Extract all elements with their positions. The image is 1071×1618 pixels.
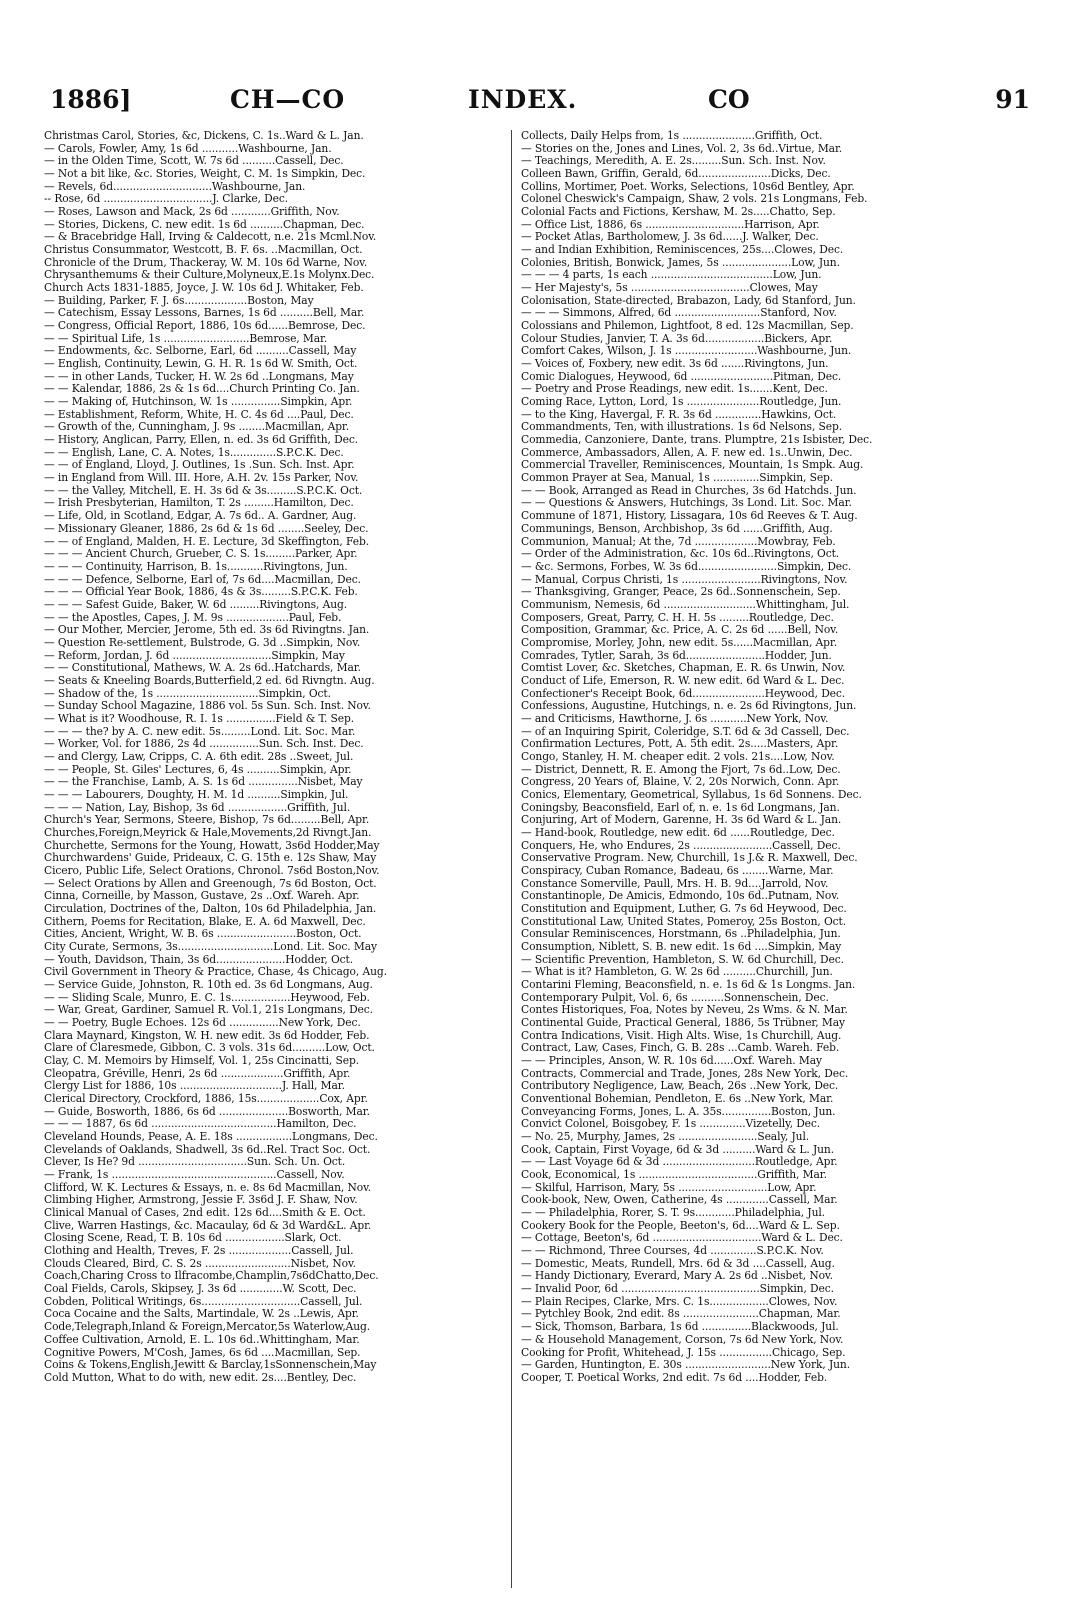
index-entry: Conics, Elementary, Geometrical, Syllabus, 1s 6d Sonnens. Dec. [521,788,862,801]
index-entry: Conventional Bohemian, Pendleton, E. 6s ..New York, Mar. [521,1093,834,1106]
index-entry: — Carols, Fowler, Amy, 1s 6d ...........Washbourne, Jan. [44,142,332,155]
index-entry: — Life, Old, in Scotland, Edgar, A. 7s 6d.. A. Gardner, Aug. [44,510,357,523]
index-entry: Cities, Ancient, Wright, W. B. 6s ........................Boston, Oct. [44,928,362,941]
index-entry: Contarini Fleming, Beaconsfield, n. e. 1s 6d & 1s Longms. Jan. [521,979,856,992]
index-entry: — Pytchley Book, 2nd edit. 8s .......................Chapman, Mar. [521,1308,841,1321]
index-entry: — War, Great, Gardiner, Samuel R. Vol.1, 21s Longmans, Dec. [44,1004,373,1017]
index-entry: — — — 4 parts, 1s each .....................................Low, Jun. [521,269,822,282]
index-entry: — Order of the Administration, &c. 10s 6d..Rivingtons, Oct. [521,548,840,561]
index-entry: — — Book, Arranged as Read in Churches, 3s 6d Hatchds. Jun. [521,484,857,497]
index-entry: — — Poetry, Bugle Echoes. 12s 6d ...............New York, Dec. [44,1017,361,1030]
index-entry: — — Spiritual Life, 1s ..........................Bemrose, Mar. [44,332,328,345]
index-entry: — — Constitutional, Mathews, W. A. 2s 6d..Hatchards, Mar. [44,662,361,675]
index-entry: Congress, 20 Years of, Blaine, V. 2, 20s Norwich, Conn. Apr. [521,776,840,789]
index-entry: — Our Mother, Mercier, Jerome, 5th ed. 3s 6d Rivingtns. Jan. [44,624,370,637]
index-entry: Clay, C. M. Memoirs by Himself, Vol. 1, 25s Cincinatti, Sep. [44,1055,359,1068]
index-entry: — Sunday School Magazine, 1886 vol. 5s Sun. Sch. Inst. Nov. [44,700,371,713]
column-divider [511,130,512,1588]
index-entry: Coins & Tokens,English,Jewitt & Barclay,1sSonnenschein,May [44,1359,377,1372]
index-entry: -- Rose, 6d .................................J. Clarke, Dec. [44,193,289,206]
index-entry: — Office List, 1886, 6s ..............................Harrison, Apr. [521,218,820,231]
index-entry: Clara Maynard, Kingston, W. H. new edit. 3s 6d Hodder, Feb. [44,1029,370,1042]
index-entry: — Building, Parker, F. J. 6s...................Boston, May [44,294,314,307]
index-entry: — & Household Management, Corson, 7s 6d New York, Nov. [521,1333,844,1346]
index-entry: Contract, Law, Cases, Finch, G. B. 28s ...Camb. Wareh. Feb. [521,1042,840,1055]
index-entry: Compromise, Morley, John, new edit. 5s......Macmillan, Apr. [521,636,838,649]
header-section: CO [708,85,750,114]
index-entry: Coach,Charing Cross to Ilfracombe,Champlin,7s6dChatto,Dec. [44,1270,379,1283]
index-entry: — — Kalendar, 1886, 2s & 1s 6d....Church Printing Co. Jan. [44,383,360,396]
index-entry: Conquers, He, who Endures, 2s ........................Cassell, Dec. [521,839,841,852]
index-entry: Comic Dialogues, Heywood, 6d .........................Pitman, Dec. [521,370,842,383]
index-entry: — Manual, Corpus Christi, 1s ........................Rivingtons, Nov. [521,573,848,586]
index-entry: Conduct of Life, Emerson, R. W. new edit. 6d Ward & L. Dec. [521,674,845,687]
index-entry: Contemporary Pulpit, Vol. 6, 6s ..........Sonnenschein, Dec. [521,991,829,1004]
index-entry: Colonel Cheswick's Campaign, Shaw, 2 vols. 21s Longmans, Feb. [521,193,868,206]
index-entry: — Stories on the, Jones and Lines, Vol. 2, 3s 6d..Virtue, Mar. [521,142,843,155]
index-entry: Cookery Book for the People, Beeton's, 6d....Ward & L. Sep. [521,1219,840,1232]
index-entry: — What is it? Woodhouse, R. I. 1s ...............Field & T. Sep. [44,712,354,725]
index-entry: Continental Guide, Practical General, 1886, 5s Trübner, May [521,1017,845,1030]
index-entry: Contributory Negligence, Law, Beach, 26s ..New York, Dec. [521,1080,839,1093]
index-entry: — Invalid Poor, 6d ..........................................Simpkin, Dec. [521,1283,834,1296]
index-entry: Collects, Daily Helps from, 1s ......................Griffith, Oct. [521,130,823,142]
index-entry: — No. 25, Murphy, James, 2s ........................Sealy, Jul. [521,1131,810,1144]
index-entry: — What is it? Hambleton, G. W. 2s 6d ..........Churchill, Jun. [521,966,833,979]
index-entry: Circulation, Doctrines of the, Dalton, 10s 6d Philadelphia, Jan. [44,902,377,915]
index-entry: — to the King, Havergal, F. R. 3s 6d ..............Hawkins, Oct. [521,408,837,421]
index-entry: — Irish Presbyterian, Hamilton, T. 2s .........Hamilton, Dec. [44,497,354,510]
index-entry: Consumption, Niblett, S. B. new edit. 1s 6d ....Simpkin, May [521,941,842,953]
index-entry: Cithern, Poems for Recitation, Blake, E. A. 6d Maxwell, Dec. [44,915,366,928]
index-entry: — Endowments, &c. Selborne, Earl, 6d ..........Cassell, May [44,345,357,358]
index-entry: Colonisation, State-directed, Brabazon, Lady, 6d Stanford, Jun. [521,294,856,307]
index-entry: Cognitive Powers, M'Cosh, James, 6s 6d ....Macmillan, Sep. [44,1346,361,1359]
index-entry: — — Philadelphia, Rorer, S. T. 9s............Philadelphia, Jul. [521,1207,825,1220]
index-entry: Clinical Manual of Cases, 2nd edit. 12s 6d....Smith & E. Oct. [44,1207,366,1220]
index-entry: — Service Guide, Johnston, R. 10th ed. 3s 6d Longmans, Aug. [44,979,373,992]
index-entry: — Seats & Kneeling Boards,Butterfield,2 ed. 6d Rivngtn. Aug. [44,674,375,687]
index-entry: Clifford, W. K. Lectures & Essays, n. e. 8s 6d Macmillan, Nov. [44,1181,372,1194]
index-entry: — Roses, Lawson and Mack, 2s 6d ............Griffith, Nov. [44,206,340,219]
index-entry: Church Acts 1831-1885, Joyce, J. W. 10s 6d J. Whitaker, Feb. [44,282,364,295]
index-entry: — — of England, Malden, H. E. Lecture, 3d Skeffington, Feb. [44,535,370,548]
index-entry: Civil Government in Theory & Practice, Chase, 4s Chicago, Aug. [44,966,387,979]
index-entry: Cold Mutton, What to do with, new edit. 2s....Bentley, Dec. [44,1371,357,1384]
index-entry: — Handy Dictionary, Everard, Mary A. 2s 6d ..Nisbet, Nov. [521,1270,833,1283]
index-entry: — Youth, Davidson, Thain, 3s 6d.....................Hodder, Oct. [44,953,354,966]
index-entry: Code,Telegraph,Inland & Foreign,Mercator,5s Waterlow,Aug. [44,1321,371,1334]
index-entry: Conservative Program. New, Churchill, 1s J.& R. Maxwell, Dec. [521,852,858,865]
index-entry: — Her Majesty's, 5s ....................................Clowes, May [521,282,818,295]
index-entry: — Guide, Bosworth, 1886, 6s 6d .....................Bosworth, Mar. [44,1105,370,1118]
index-entry: Clothing and Health, Treves, F. 2s ...................Cassell, Jul. [44,1245,354,1258]
index-entry: Colonies, British, Bonwick, James, 5s .....................Low, Jun. [521,256,840,269]
index-entry: Constance Somerville, Paull, Mrs. H. B. 9d....Jarrold, Nov. [521,877,829,890]
index-entry: — — the Apostles, Capes, J. M. 9s ...................Paul, Feb. [44,611,342,624]
index-entry: Coca Cocaine and the Salts, Martindale, W. 2s ..Lewis, Apr. [44,1308,359,1321]
index-entry: Clerical Directory, Crockford, 1886, 15s...................Cox, Apr. [44,1093,368,1106]
index-entry: Constitution and Equipment, Luther, G. 7s 6d Heywood, Dec. [521,902,847,915]
index-entry: Common Prayer at Sea, Manual, 1s ..............Simpkin, Sep. [521,472,834,485]
index-entry: Contracts, Commercial and Trade, Jones, 28s New York, Dec. [521,1067,849,1080]
index-entry: Christus Consummator, Westcott, B. F. 6s. ..Macmillan, Oct. [44,244,363,257]
index-entry: — Sick, Thomson, Barbara, 1s 6d ...............Blackwoods, Jul. [521,1321,839,1334]
header-year: 1886] [50,85,132,114]
index-entry: Clever, Is He? 9d .................................Sun. Sch. Un. Oct. [44,1156,346,1169]
index-entry: Clergy List for 1886, 10s ...............................J. Hall, Mar. [44,1080,345,1093]
index-entry: — — — Continuity, Harrison, B. 1s...........Rivingtons, Jun. [44,560,348,573]
index-entry: Churchwardens' Guide, Prideaux, C. G. 15th e. 12s Shaw, May [44,852,377,865]
index-entry: Chrysanthemums & their Culture,Molyneux,E.1s Molynx.Dec. [44,269,375,282]
index-entry: — and Indian Exhibition, Reminiscences, 25s....Clowes, Dec. [521,244,844,257]
index-entry: Communism, Nemesis, 6d ............................Whittingham, Jul. [521,598,850,611]
index-entry: Cinna, Corneille, by Masson, Gustave, 2s ..Oxf. Wareh. Apr. [44,890,360,903]
index-entry: Cook, Economical, 1s ....................................Griffith, Mar. [521,1169,827,1182]
index-entry: — Poetry and Prose Readings, new edit. 1s.......Kent, Dec. [521,383,828,396]
index-entry: — Frank, 1s ..................................................Cassell, Nov. [44,1169,345,1182]
index-entry: Climbing Higher, Armstrong, Jessie F. 3s6d J. F. Shaw, Nov. [44,1194,358,1207]
index-entry: Coal Fields, Carols, Skipsey, J. 3s 6d .............W. Scott, Dec. [44,1283,357,1296]
index-entry: — Domestic, Meats, Rundell, Mrs. 6d & 3d ....Cassell, Aug. [521,1257,835,1270]
index-entry: — District, Dennett, R. E. Among the Fjort, 7s 6d..Low, Dec. [521,763,841,776]
index-entry: Cleopatra, Gréville, Henri, 2s 6d ...................Griffith, Apr. [44,1067,351,1080]
index-entry: — Not a bit like, &c. Stories, Weight, C. M. 1s Simpkin, Dec. [44,168,366,181]
index-entry: — Select Orations by Allen and Greenough, 7s 6d Boston, Oct. [44,877,377,890]
index-entry: — Establishment, Reform, White, H. C. 4s 6d ....Paul, Dec. [44,408,354,421]
index-entry: Clevelands of Oaklands, Shadwell, 3s 6d..Rel. Tract Soc. Oct. [44,1143,371,1156]
index-entry: Cicero, Public Life, Select Orations, Chronol. 7s6d Boston,Nov. [44,864,380,877]
index-entry: Colossians and Philemon, Lightfoot, 8 ed. 12s Macmillan, Sep. [521,320,854,333]
index-entry: Composers, Great, Parry, C. H. H. 5s .........Routledge, Dec. [521,611,834,624]
index-entry: — — — Nation, Lay, Bishop, 3s 6d ..................Griffith, Jul. [44,801,351,814]
index-entry: Commercial Traveller, Reminiscences, Mountain, 1s Smpk. Aug. [521,459,864,472]
index-entry: — — Making of, Hutchinson, W. 1s ...............Simpkin, Apr. [44,396,353,409]
index-entry: — — — Ancient Church, Grueber, C. S. 1s.........Parker, Apr. [44,548,358,561]
index-entry: — — of England, Lloyd, J. Outlines, 1s .Sun. Sch. Inst. Apr. [44,459,355,472]
index-entry: Comfort Cakes, Wilson, J. 1s .........................Washbourne, Jun. [521,345,852,358]
index-entry: — of an Inquiring Spirit, Coleridge, S.T. 6d & 3d Cassell, Dec. [521,725,850,738]
index-entry: Cook-book, New, Owen, Catherine, 4s .............Cassell, Mar. [521,1194,838,1207]
index-entry: — Scientific Prevention, Hambleton, S. W. 6d Churchill, Dec. [521,953,844,966]
index-entry: Congo, Stanley, H. M. cheaper edit. 2 vols. 21s....Low, Nov. [521,750,835,763]
index-entry: Clouds Cleared, Bird, C. S. 2s ..........................Nisbet, Nov. [44,1257,356,1270]
index-entry: — History, Anglican, Parry, Ellen, n. ed. 3s 6d Griffith, Dec. [44,434,359,447]
index-entry: Christmas Carol, Stories, &c, Dickens, C. 1s..Ward & L. Jan. [44,130,364,142]
index-entry: Churches,Foreign,Meyrick & Hale,Movements,2d Rivngt.Jan. [44,826,372,839]
left-column [44,130,514,1385]
index-entry: Colonial Facts and Fictions, Kershaw, M. 2s.....Chatto, Sep. [521,206,836,219]
index-entry: Commandments, Ten, with illustrations. 1s 6d Nelsons, Sep. [521,421,843,434]
index-entry: Chronicle of the Drum, Thackeray, W. M. 10s 6d Warne, Nov. [44,256,368,269]
index-entry: — — Questions & Answers, Hutchings, 3s Lond. Lit. Soc. Mar. [521,497,852,510]
index-entry: — — the Franchise, Lamb, A. S. 1s 6d ...............Nisbet, May [44,776,363,789]
index-entry: Cleveland Hounds, Pease, A. E. 18s .................Longmans, Dec. [44,1131,378,1144]
index-entry: — and Criticisms, Hawthorne, J. 6s ...........New York, Nov. [521,712,829,725]
index-entry: Coming Race, Lytton, Lord, 1s ......................Routledge, Jun. [521,396,842,409]
index-entry: — in the Olden Time, Scott, W. 7s 6d ..........Cassell, Dec. [44,155,344,168]
index-entry: Clare of Claresmede, Gibbon, C. 3 vols. 31s 6d..........Low, Oct. [44,1042,375,1055]
index-entry: Constantinople, De Amicis, Edmondo, 10s 6d..Putnam, Nov. [521,890,840,903]
index-entry: — Plain Recipes, Clarke, Mrs. C. 1s..................Clowes, Nov. [521,1295,838,1308]
index-entry: — Voices of, Foxbery, new edit. 3s 6d .......Rivingtons, Jun. [521,358,829,371]
index-entry: — Hand-book, Routledge, new edit. 6d ......Routledge, Dec. [521,826,835,839]
index-entry: Conveyancing Forms, Jones, L. A. 35s...............Boston, Jun. [521,1105,836,1118]
index-entry: — Garden, Huntington, E. 30s ..........................New York, Jun. [521,1359,850,1372]
index-entry: — Catechism, Essay Lessons, Barnes, 1s 6d ..........Bell, Mar. [44,307,365,320]
index-entry: — Question Re-settlement, Bulstrode, G. 3d ..Simpkin, Nov. [44,636,361,649]
index-entry: — Pocket Atlas, Bartholomew, J. 3s 6d......J. Walker, Dec. [521,231,819,244]
index-entry: — — English, Lane, C. A. Notes, 1s..............S.P.C.K. Dec. [44,446,344,459]
index-entry: — — — 1887, 6s 6d ......................................Hamilton, Dec. [44,1118,357,1131]
index-entry: Consular Reminiscences, Horstmann, 6s ..Philadelphia, Jun. [521,928,841,941]
index-entry: Confessions, Augustine, Hutchings, n. e. 2s 6d Rivingtons, Jun. [521,700,857,713]
page-number: 91 [995,85,1030,114]
index-entry: — in England from Will. III. Hore, A.H. 2v. 15s Parker, Nov. [44,472,359,485]
index-entry: Convict Colonel, Boisgobey, F. 1s ..............Vizetelly, Dec. [521,1118,821,1131]
index-entry: — — — Defence, Selborne, Earl of, 7s 6d....Macmillan, Dec. [44,573,361,586]
index-entry: — — — Simmons, Alfred, 6d ..........................Stanford, Nov. [521,307,837,320]
index-entry: — — People, St. Giles' Lectures, 6, 4s ..........Simpkin, Apr. [44,763,352,776]
index-entry: — — — Safest Guide, Baker, W. 6d .........Rivingtons, Aug. [44,598,348,611]
index-entry: Coningsby, Beaconsfield, Earl of, n. e. 1s 6d Longmans, Jan. [521,801,840,814]
index-entry: Cobden, Political Writings, 6s..............................Cassell, Jul. [44,1295,363,1308]
index-entry: — & Bracebridge Hall, Irving & Caldecott, n.e. 21s Mcml.Nov. [44,231,377,244]
index-entry: — English, Continuity, Lewin, G. H. R. 1s 6d W. Smith, Oct. [44,358,358,371]
index-entry: Composition, Grammar, &c. Price, A. C. 2s 6d ......Bell, Nov. [521,624,839,637]
index-entry: — and Clergy, Law, Cripps, C. A. 6th edit. 28s ..Sweet, Jul. [44,750,354,763]
index-entry: Colour Studies, Janvier, T. A. 3s 6d..................Bickers, Apr. [521,332,833,345]
index-entry: — Growth of the, Cunningham, J. 9s ........Macmillan, Apr. [44,421,350,434]
index-entry: Commune of 1871, History, Lissagara, 10s 6d Reeves & T. Aug. [521,510,858,523]
index-entry: Conjuring, Art of Modern, Garenne, H. 3s 6d Ward & L. Jan. [521,814,842,827]
index-entry: Commedia, Canzoniere, Dante, trans. Plumptre, 21s Isbister, Dec. [521,434,873,447]
index-entry: Cooking for Profit, Whitehead, J. 15s ................Chicago, Sep. [521,1346,846,1359]
index-entry: — Teachings, Meredith, A. E. 2s.........Sun. Sch. Inst. Nov. [521,155,826,168]
index-entry: — Thanksgiving, Granger, Peace, 2s 6d..Sonnenschein, Sep. [521,586,841,599]
index-entry: Confirmation Lectures, Pott, A. 5th edit. 2s.....Masters, Apr. [521,738,839,751]
index-entry: — Skilful, Harrison, Mary, 5s ...........................Low, Apr. [521,1181,817,1194]
index-entry: Comtist Lover, &c. Sketches, Chapman, E. R. 6s Unwin, Nov. [521,662,846,675]
index-entry: Cook, Captain, First Voyage, 6d & 3d ..........Ward & L. Jun. [521,1143,835,1156]
index-entry: — Revels, 6d..............................Washbourne, Jan. [44,180,306,193]
index-entry: Commerce, Ambassadors, Allen, A. F. new ed. 1s..Unwin, Dec. [521,446,853,459]
index-entry: — — in other Lands, Tucker, H. W. 2s 6d ..Longmans, May [44,370,354,383]
header-range: CH—CO [230,85,346,114]
index-entry: Colleen Bawn, Griffin, Gerald, 6d......................Dicks, Dec. [521,168,831,181]
index-entry: — Missionary Gleaner, 1886, 2s 6d & 1s 6d ........Seeley, Dec. [44,522,369,535]
index-entry: — — Principles, Anson, W. R. 10s 6d......Oxf. Wareh. May [521,1055,822,1068]
index-entry: Conspiracy, Cuban Romance, Badeau, 6s ........Warne, Mar. [521,864,834,877]
index-entry: Churchette, Sermons for the Young, Howatt, 3s6d Hodder,May [44,839,380,852]
index-entry: Coffee Cultivation, Arnold, E. L. 10s 6d..Whittingham, Mar. [44,1333,360,1346]
index-entry: — — Sliding Scale, Munro, E. C. 1s..................Heywood, Feb. [44,991,370,1004]
header-title: INDEX. [468,85,578,114]
right-column [521,130,991,1385]
index-entry: — — — the? by A. C. new edit. 5s.........Lond. Lit. Soc. Mar. [44,725,356,738]
index-entry: — — Richmond, Three Courses, 4d ..............S.P.C.K. Nov. [521,1245,824,1258]
index-entry: Communings, Benson, Archbishop, 3s 6d ......Griffith, Aug. [521,522,833,535]
index-entry: — Reform, Jordan, J. 6d ..............................Simpkin, May [44,649,345,662]
index-entry: Cooper, T. Poetical Works, 2nd edit. 7s 6d ....Hodder, Feb. [521,1371,828,1384]
index-entry: Communion, Manual; At the, 7d ...................Mowbray, Feb. [521,535,836,548]
index-entry: Comrades, Tytler, Sarah, 3s 6d........................Hodder, Jun. [521,649,832,662]
index-entry: Church's Year, Sermons, Steere, Bishop, 7s 6d.........Bell, Apr. [44,814,370,827]
index-entry: — Shadow of the, 1s ...............................Simpkin, Oct. [44,687,331,700]
index-entry: City Curate, Sermons, 3s.............................Lond. Lit. Soc. May [44,941,377,953]
index-entry: Contes Historiques, Foa, Notes by Neveu, 2s Wms. & N. Mar. [521,1004,848,1017]
index-entry: — — the Valley, Mitchell, E. H. 3s 6d & 3s.........S.P.C.K. Oct. [44,484,363,497]
index-entry: — Congress, Official Report, 1886, 10s 6d......Bemrose, Dec. [44,320,366,333]
index-entry: — &c. Sermons, Forbes, W. 3s 6d........................Simpkin, Dec. [521,560,852,573]
index-entry: — Worker, Vol. for 1886, 2s 4d ...............Sun. Sch. Inst. Dec. [44,738,364,751]
index-entry: Closing Scene, Read, T. B. 10s 6d ..................Slark, Oct. [44,1232,342,1245]
index-entry: — Cottage, Beeton's, 6d .................................Ward & L. Dec. [521,1232,843,1245]
index-entry: Confectioner's Receipt Book, 6d......................Heywood, Dec. [521,687,846,700]
index-entry: Collins, Mortimer, Poet. Works, Selections, 10s6d Bentley, Apr. [521,180,855,193]
index-entry: — — — Official Year Book, 1886, 4s & 3s.........S.P.C.K. Feb. [44,586,358,599]
index-entry: Contra Indications, Visit. High Alts. Wise, 1s Churchill, Aug. [521,1029,842,1042]
index-entry: — Stories, Dickens, C. new edit. 1s 6d ..........Chapman, Dec. [44,218,365,231]
index-entry: — — — Labourers, Doughty, H. M. 1d ..........Simpkin, Jul. [44,788,349,801]
running-header [50,82,1030,118]
index-entry: — — Last Voyage 6d & 3d ............................Routledge, Apr. [521,1156,838,1169]
index-entry: Constitutional Law, United States, Pomeroy, 25s Boston, Oct. [521,915,846,928]
index-entry: Clive, Warren Hastings, &c. Macaulay, 6d & 3d Ward&L. Apr. [44,1219,372,1232]
